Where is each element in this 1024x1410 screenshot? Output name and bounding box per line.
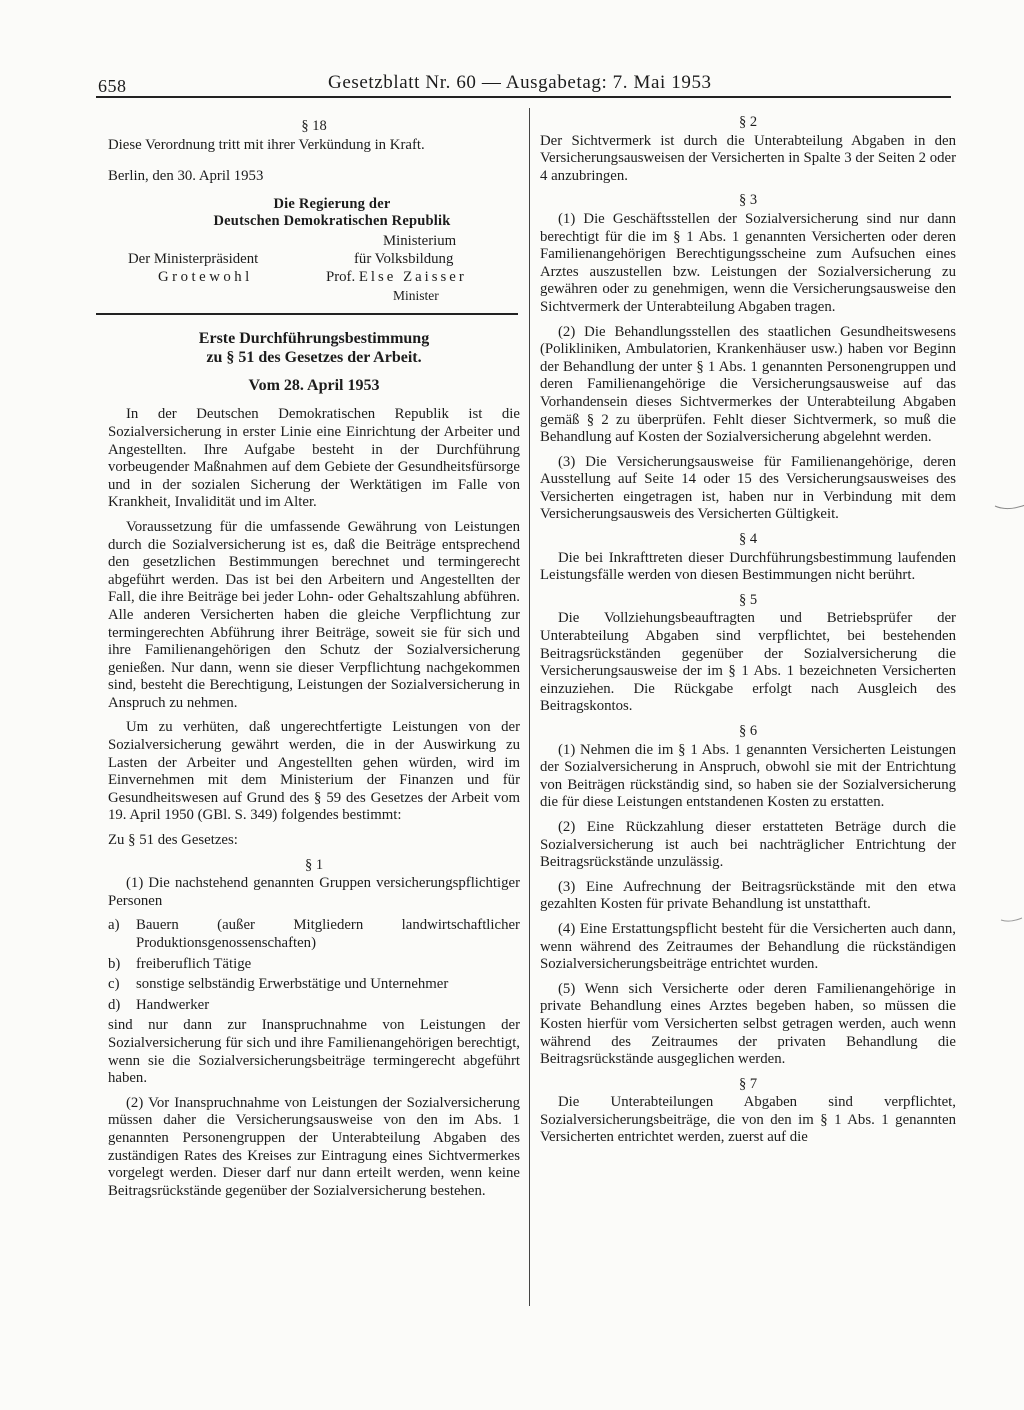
list-item-label: a) bbox=[108, 917, 120, 934]
list-item bbox=[108, 976, 520, 994]
intro-paragraph-3: Um zu verhüten, daß ungerechtfertigte Leistungen von der Sozialversicherung gewährt werden, die in der Auswirkung zu Lasten der Arbeiter und Angestellten gehen würden, wird im Einvernehmen mit dem Ministerium der Finanzen und für Gesundheitswesen auf Grund des § 59 des Gesetzes der Arbeit vom 19. April 1950 (GBl. S. 349) folgendes bestimmt: bbox=[108, 719, 520, 824]
signature-block bbox=[108, 233, 520, 301]
section-6-paragraph-4: (4) Eine Erstattungspflicht besteht für die Versicherten auch dann, wenn während des Zeitraumes der Behandlung die rückständigen Sozialversicherungsbeiträge entrichtet wurden. bbox=[540, 920, 956, 973]
header-rule bbox=[96, 96, 951, 98]
list-item-label: c) bbox=[108, 976, 120, 993]
section-1-heading: § 1 bbox=[304, 856, 324, 873]
ministry-line-2: für Volksbildung bbox=[354, 250, 454, 267]
section-1-continuation: sind nur dann zur Inanspruchnahme von Leistungen der Sozialversicherung für sich und ihre Familienangehörigen berechtigt, wenn sie die Sozialversicherungsbeiträge termingerecht abgeführt haben. bbox=[108, 1017, 520, 1087]
signatory-name-right bbox=[326, 269, 467, 287]
list-item-text: freiberuflich Tätige bbox=[136, 955, 252, 972]
section-18-heading: § 18 bbox=[301, 118, 327, 134]
section-1-paragraph-1: (1) Die nachstehend genannten Gruppen versicherungspflichtiger Personen bbox=[108, 875, 520, 909]
column-divider bbox=[529, 108, 530, 1306]
section-6-paragraph-1: (1) Nehmen die im § 1 Abs. 1 genannten Versicherten Leistungen der Sozialversicherung in Anspruch, obwohl sie mit der Entrichtung von Beiträgen rückständig sind, so haben sie der Sozialversicherung die für diese Leistungen entstandenen Kosten zu erstatten. bbox=[540, 741, 956, 811]
section-rule bbox=[96, 313, 518, 315]
section-2-text: Der Sichtvermerk ist durch die Unterabteilung Abgaben in den Versicherungsausweisen der Versicherten in Spalte 3 der Seiten 2 oder 4 anzubringen. bbox=[540, 132, 956, 184]
document-title-line-2: zu § 51 des Gesetzes der Arbeit. bbox=[206, 348, 422, 366]
section-3-paragraph-1: (1) Die Geschäftsstellen der Sozialversicherung sind nur dann berechtigt für die im § 1 Abs. 1 genannten Versicherten oder deren Familienangehörigen Berechtigungsscheine zum Aufsuchen eines Arztes auszustellen bzw. Leistungen der Sozialversicherung zu gewähren oder zu genehmigen, wenn die Versicherungsausweise den Sichtvermerk der Unterabteilung Abgaben tragen. bbox=[540, 210, 956, 315]
document-title-line-1: Erste Durchführungsbestimmung bbox=[198, 329, 430, 347]
intro-paragraph-2: Voraussetzung für die umfassende Gewährung von Leistungen durch die Sozialversicherung ist es, daß die Beiträge entsprechend den gesetzlichen Bestimmungen berechnet und termingerecht abgeführt werden. Das ist bei den Arbeitern und Angestellten der Fall, die ihre Beiträge bei jeder Lohn- oder Gehaltszahlung abführen. Alle anderen Versicherten haben die gleiche Verpflichtung zur termingerechten Abführung ihrer Beiträge, soweit sie für sich und ihre Familienangehörigen den Schutz der Sozialversicherung genießen. Nur dann, wenn sie dieser Verpflichtung nachgekommen sind, besteht die Berechtigung, Leistungen der Sozialversicherung in Anspruch zu nehmen. bbox=[108, 518, 520, 711]
signatory-prefix: Prof. bbox=[326, 268, 359, 285]
section-6-paragraph-2: (2) Eine Rückzahlung dieser erstatteten Beträge durch die Sozialversicherung ist auch bei nachträglicher Entrichtung der Beitragsrückstände unzulässig. bbox=[540, 818, 956, 871]
intro-paragraph-1: In der Deutschen Demokratischen Republik ist die Sozialversicherung in erster Linie eine Einrichtung der Arbeiter und Angestellten. Ihre Aufgabe besteht in der Durchführung vorbeugender Maßnahmen auf dem Gebiete der Gesundheitsfürsorge und in der sozialen Sicherung der Werktätigen im Falle von Krankheit, Invalidität und im Alter. bbox=[108, 406, 520, 511]
signatory-surname: Else Zaisser bbox=[358, 268, 467, 285]
section-3-heading: § 3 bbox=[738, 192, 758, 209]
government-line-2: Deutschen Demokratischen Republik bbox=[213, 212, 451, 229]
header-title: Gesetzblatt Nr. 60 — Ausgabetag: 7. Mai 1953 bbox=[328, 72, 712, 93]
section-3-paragraph-3: (3) Die Versicherungsausweise für Familienangehörige, deren Ausstellung auf Seite 14 oder 15 des Versicherungsausweises des Versicherten eingetragen ist, haben nur in Verbindung mit dem Versicherungsausweis des Versicherten Gültigkeit. bbox=[540, 453, 956, 523]
list-item-text: Handwerker bbox=[136, 996, 210, 1013]
page-number: 658 bbox=[98, 76, 127, 96]
list-item-label: d) bbox=[108, 996, 121, 1013]
section-6-paragraph-5: (5) Wenn sich Versicherte oder deren Familienangehörige in private Behandlung eines Arztes begeben haben, so müssen die Kosten hierfür vom Versicherten selbst getragen werden, auch wenn während des Zeitraumes der privaten Behandlung die Beitragsrückstände ausgeglichen werden. bbox=[540, 980, 956, 1068]
ministry-line-1: Ministerium bbox=[383, 232, 457, 249]
list-item-text: Bauern (außer Mitgliedern landwirtschaftlicher Produktionsgenossenschaften) bbox=[136, 917, 520, 951]
left-column bbox=[108, 118, 520, 1207]
list-item-label: b) bbox=[108, 955, 121, 972]
section-7-text: Die Unterabteilungen Abgaben sind verpflichtet, Sozialversicherungsbeiträge, die von den im § 1 Abs. 1 genannten Versicherten entrichtet werden, zuerst auf die bbox=[540, 1094, 956, 1146]
scan-mark-icon bbox=[1000, 915, 1024, 925]
section-5-text: Die Vollziehungsbeauftragten und Betriebsprüfer der Unterabteilung Abgaben sind verpflichtet, bei bestehenden Beitragsrückständen gegenüber der Sozialversicherung die Versicherungsausweise der im § 1 Abs. 1 bezeichneten Versicherten einzuziehen. Die Rückgabe erfolgt nach Ausgleich des Beitragskontos. bbox=[540, 610, 956, 715]
section-3-paragraph-2: (2) Die Behandlungsstellen des staatlichen Gesundheitswesens (Polikliniken, Ambulatorien, Krankenhäuser usw.) haben vor Beginn der Behandlung der unter § 1 Abs. 1 genannten Personengruppen und deren Familienangehörige die Versicherungsausweise auf das Vorhandensein dieses Sichtvermerkes der Unterabteilung Abgaben gemäß § 2 zu überprüfen. Fehlt dieser Sichtvermerk, so muß die Behandlung auf Kosten der Sozialversicherung abgelehnt werden. bbox=[540, 323, 956, 446]
section-6-heading: § 6 bbox=[738, 723, 758, 739]
section-1-paragraph-2: (2) Vor Inanspruchnahme von Leistungen der Sozialversicherung müssen daher die Versicherungsausweise von den im Abs. 1 genannten Personengruppen der Unterabteilung Abgaben des zuständigen Rates des Kreises zur Eintragung eines Sichtvermerkes vorgelegt werden. Dieser darf nur dann erteilt werden, wenn keine Beitragsrückstände gegenüber der Sozialversicherung bestehen. bbox=[108, 1094, 520, 1199]
document-date: Vom 28. April 1953 bbox=[248, 376, 380, 394]
signatory-name-left: Grotewohl bbox=[158, 268, 253, 285]
scan-mark-icon bbox=[994, 500, 1024, 514]
list-item bbox=[108, 956, 520, 974]
section-4-heading: § 4 bbox=[738, 531, 758, 548]
zu-line: Zu § 51 des Gesetzes: bbox=[108, 832, 238, 849]
section-18-text: Diese Verordnung tritt mit ihrer Verkündung in Kraft. bbox=[108, 136, 425, 153]
government-line-1: Die Regierung der bbox=[273, 195, 391, 212]
signatory-role-left: Der Ministerpräsident bbox=[128, 250, 259, 267]
section-6-paragraph-3: (3) Eine Aufrechnung der Beitragsrückstände mit den etwa gezahlten Kosten für private Behandlung ist unstatthaft. bbox=[540, 878, 956, 913]
list-item bbox=[108, 917, 520, 952]
list-item-text: sonstige selbständig Erwerbstätige und Unternehmer bbox=[136, 976, 449, 993]
place-date: Berlin, den 30. April 1953 bbox=[108, 168, 264, 185]
section-5-heading: § 5 bbox=[738, 591, 758, 608]
list-item bbox=[108, 997, 520, 1015]
section-4-text: Die bei Inkrafttreten dieser Durchführungsbestimmung laufenden Leistungsfälle werden von diesen Bestimmungen nicht berührt. bbox=[540, 549, 956, 584]
right-column bbox=[540, 114, 956, 1154]
section-7-heading: § 7 bbox=[738, 1075, 758, 1092]
section-2-heading: § 2 bbox=[738, 114, 758, 130]
page-header bbox=[96, 72, 948, 98]
signatory-title-right: Minister bbox=[393, 287, 439, 303]
